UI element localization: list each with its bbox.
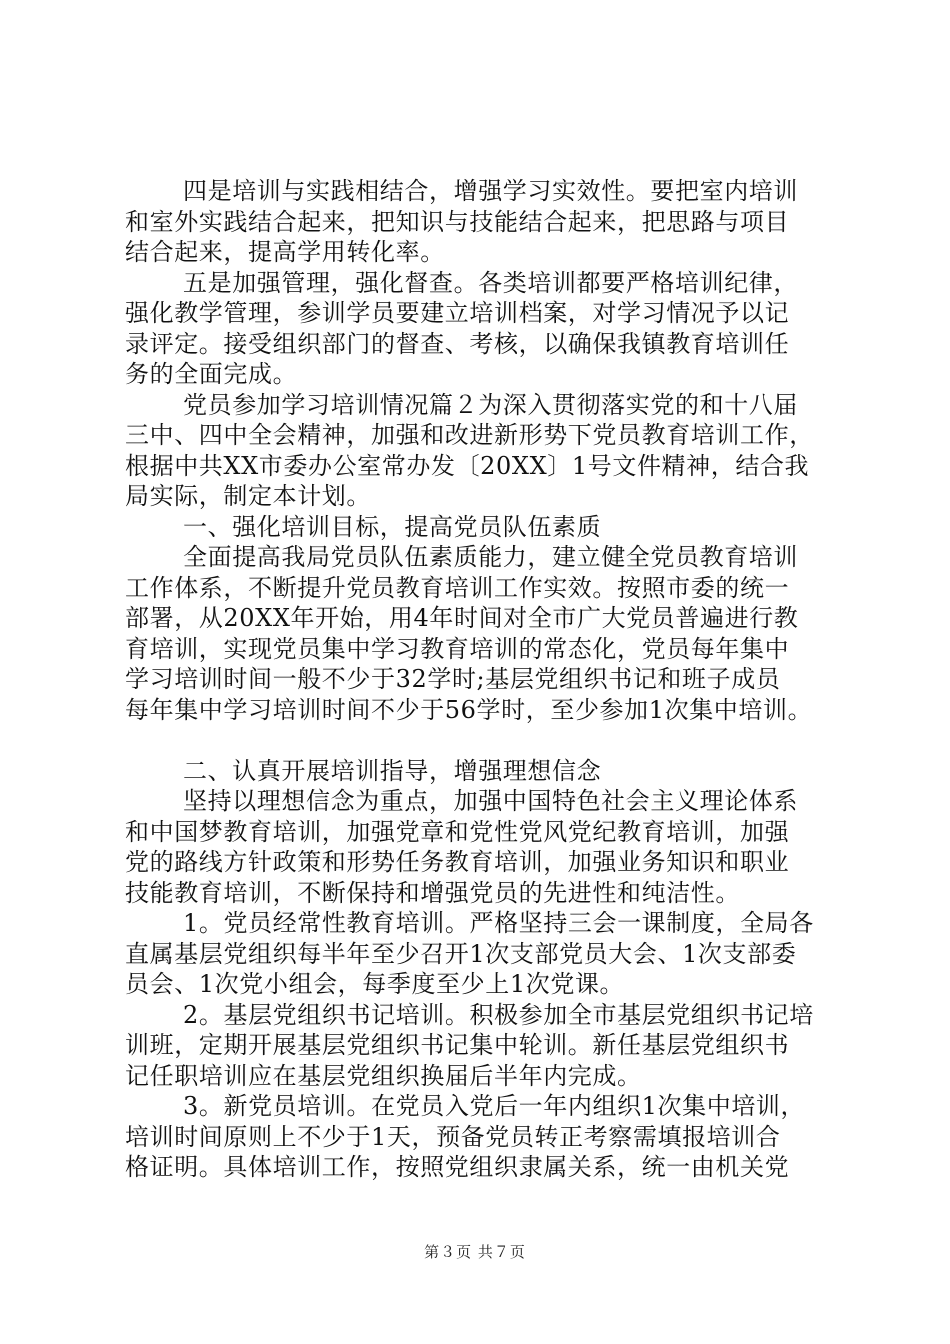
text-line: 坚持以理想信念为重点，加强中国特色社会主义理论体系 xyxy=(183,787,798,815)
text-line: 全面提高我局党员队伍素质能力，建立健全党员教育培训 xyxy=(183,543,798,571)
text-line: 学习培训时间一般不少于32学时;基层党组织书记和班子成员 xyxy=(125,665,781,693)
text-line: 每年集中学习培训时间不少于56学时，至少参加1次集中培训。 xyxy=(125,695,813,724)
text-line: 和中国梦教育培训，加强党章和党性党风党纪教育培训，加强 xyxy=(125,817,790,846)
text-line: 1。党员经常性教育培训。严格坚持三会一课制度，全局各 xyxy=(183,909,814,937)
text-line: 技能教育培训，不断保持和增强党员的先进性和纯洁性。 xyxy=(125,878,740,907)
text-line: 部署，从20XX年开始，用4年时间对全市广大党员普遍进行教 xyxy=(125,604,799,632)
text-line: 一、强化培训目标，提高党员队伍素质 xyxy=(183,512,602,541)
text-line: 五是加强管理，强化督查。各类培训都要严格培训纪律， xyxy=(183,268,798,297)
text-line: 党员参加学习培训情况篇２为深入贯彻落实党的和十八届 xyxy=(183,390,798,419)
text-line: 党的路线方针政策和形势任务教育培训，加强业务知识和职业 xyxy=(125,848,790,876)
text-line: 二、认真开展培训指导，增强理想信念 xyxy=(183,756,602,785)
text-line: 和室外实践结合起来，把知识与技能结合起来，把思路与项目 xyxy=(125,207,790,236)
text-line: 三中、四中全会精神，加强和改进新形势下党员教育培训工作， xyxy=(125,421,814,449)
text-line: 3。新党员培训。在党员入党后一年内组织1次集中培训， xyxy=(183,1092,806,1120)
blank-line xyxy=(125,725,837,756)
text-line: 育培训，实现党员集中学习教育培训的常态化，党员每年集中 xyxy=(125,634,790,663)
text-line: 培训时间原则上不少于1天，预备党员转正考察需填报培训合 xyxy=(125,1122,781,1151)
text-line: 员会、1次党小组会，每季度至少上1次党课。 xyxy=(125,970,625,998)
text-line: 局实际，制定本计划。 xyxy=(125,482,371,510)
text-line: 强化教学管理，参训学员要建立培训档案，对学习情况予以记 xyxy=(125,299,790,327)
text-line: 工作体系，不断提升党员教育培训工作实效。按照市委的统一 xyxy=(125,573,790,602)
text-line: 记任职培训应在基层党组织换届后半年内完成。 xyxy=(125,1061,642,1090)
page-footer: 第３页 共７页 xyxy=(424,1243,526,1261)
text-line: 根据中共XX市委办公室常办发〔20XX〕1号文件精神，结合我 xyxy=(125,451,810,480)
text-line: 2。基层党组织书记培训。积极参加全市基层党组织书记培 xyxy=(183,1000,814,1029)
text-line: 录评定。接受组织部门的督查、考核，以确保我镇教育培训任 xyxy=(125,329,790,358)
text-line: 格证明。具体培训工作，按照党组织隶属关系，统一由机关党 xyxy=(125,1153,790,1181)
text-line: 直属基层党组织每半年至少召开1次支部党员大会、1次支部委 xyxy=(125,939,797,968)
document-body xyxy=(125,176,837,1183)
text-line: 训班，定期开展基层党组织书记集中轮训。新任基层党组织书 xyxy=(125,1031,790,1059)
text-line: 结合起来，提高学用转化率。 xyxy=(125,238,445,266)
text-line: 四是培训与实践相结合，增强学习实效性。要把室内培训 xyxy=(183,177,798,205)
text-line: 务的全面完成。 xyxy=(125,360,298,388)
